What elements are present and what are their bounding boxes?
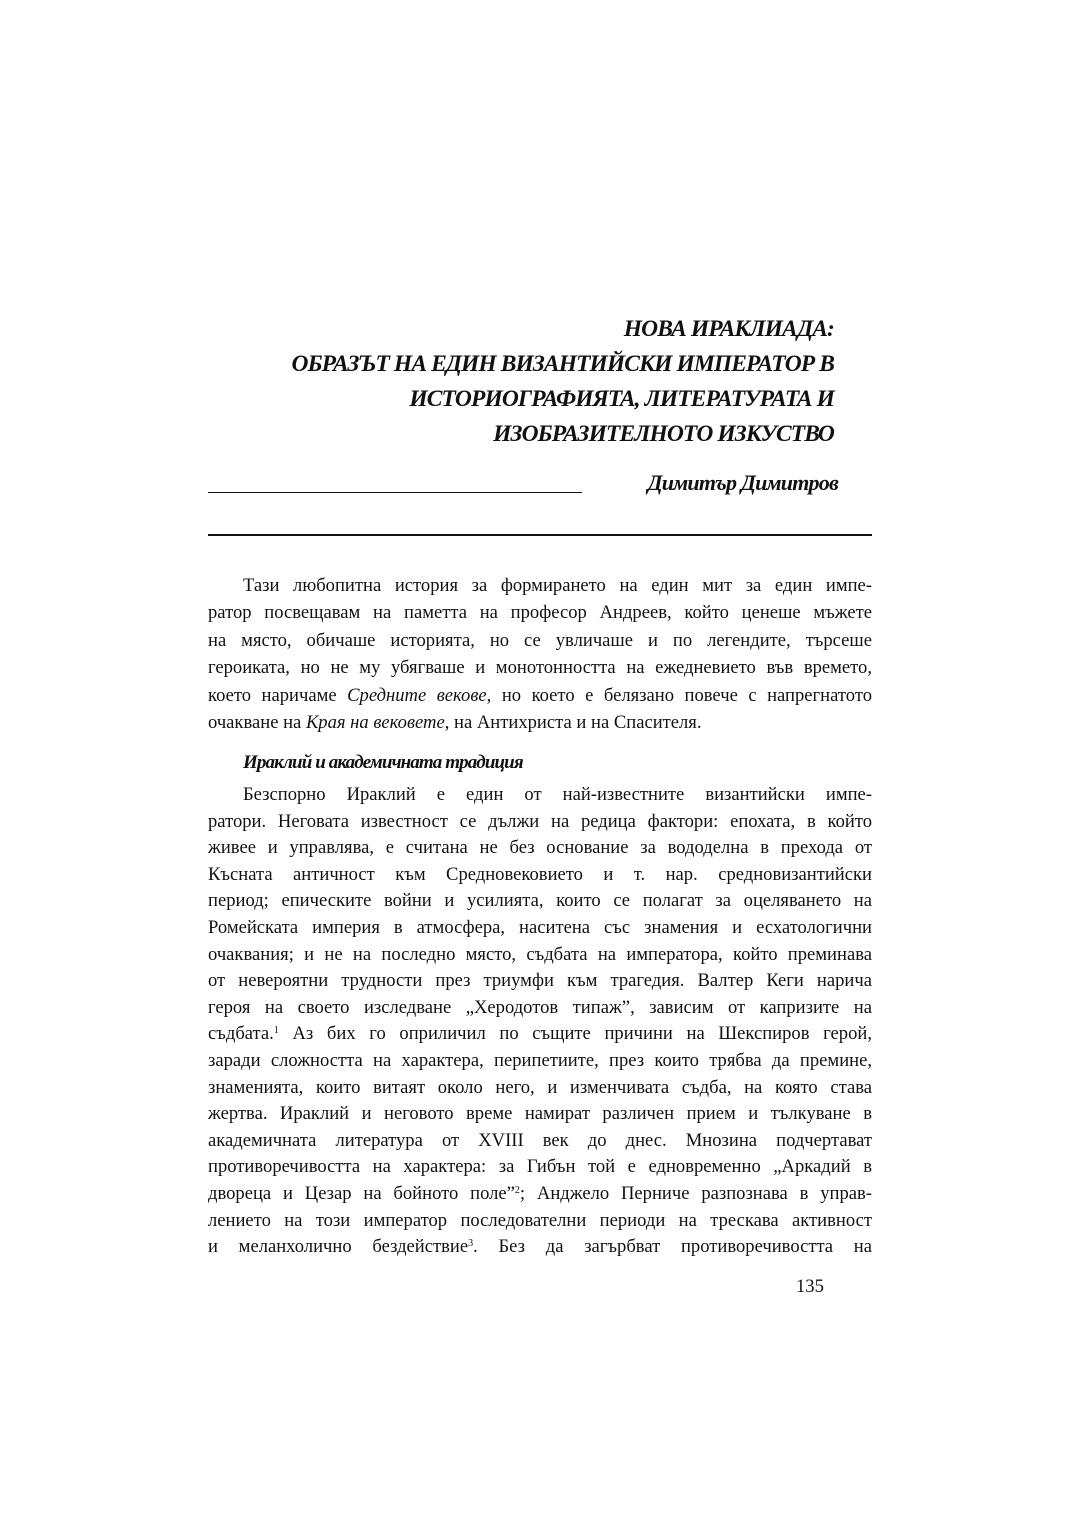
text-line: двореца и Цезар на бойното поле”$^2$; Анджело Перниче разпознава в управ- [208, 1182, 872, 1204]
text-line: от невероятни трудности през триумфи към трагедия. Валтер Кеги нарича [208, 970, 872, 992]
text-line: което наричаме Средните векове, но което е белязано повече с напрегнатото [208, 684, 872, 706]
text-line: жертва. Ираклий и неговото време намират различен прием и тълкуване в [208, 1103, 872, 1125]
dedication-paragraph [208, 572, 872, 736]
title-line: НОВА ИРАКЛИАДА: [623, 316, 834, 342]
title-line: ИСТОРИОГРАФИЯТА, ЛИТЕРАТУРАТА И [409, 386, 834, 412]
footnote-ref[interactable]: 2 [514, 1184, 520, 1196]
text-line: очаквания; и не на последно място, съдбата на императора, който преминава [208, 943, 872, 965]
title-line: ОБРАЗЪТ НА ЕДИН ВИЗАНТИЙСКИ ИМПЕРАТОР В [291, 351, 834, 377]
text-line: очакване на Края на вековете, на Антихриста и на Спасителя. [208, 712, 702, 734]
text-line: Ромейската империя в атмосфера, наситена със знамения и есхатологични [208, 916, 872, 938]
author-row [208, 470, 838, 504]
text-line: заради сложността на характера, перипетиите, през които трябва да премине, [208, 1049, 872, 1071]
text-line: съдбата.$^1$ Аз бих го оприличил по същите причини на Шекспиров герой, [208, 1023, 872, 1045]
body-paragraph [208, 782, 872, 1261]
text-line: знаменията, които витаят около него, и изменчивата съдба, на която става [208, 1076, 872, 1098]
text-line: лението на този император последователни периоди на трескава активност [208, 1209, 872, 1231]
text-line: на място, обичаше историята, но се увличаше и по легендите, търсеше [208, 629, 872, 651]
footnote-ref[interactable]: 3 [468, 1238, 474, 1250]
text-line: Безспорно Ираклий е един от най-известните византийски импе- [243, 784, 872, 805]
text-line: героя на своето изследване „Херодотов типаж”, зависим от капризите на [208, 996, 872, 1018]
footnote-ref[interactable]: 1 [273, 1025, 279, 1037]
author-name: Димитър Димитров [647, 470, 838, 495]
text-line: героиката, но не му убягваше и монотонността на ежедневието във времето, [208, 657, 872, 679]
text-line: ратори. Неговата известност се дължи на редица фактори: епохата, в който [208, 810, 872, 832]
text-line: ратор посвещавам на паметта на професор Андреев, който ценеше мъжете [208, 602, 872, 624]
header-rule [208, 534, 872, 536]
text-line: противоречивостта на характера: за Гибън той е едновременно „Аркадий в [208, 1156, 872, 1178]
text-line: живее и управлява, е считана не без основание за вододелна в прехода от [208, 837, 872, 859]
author-divider [208, 492, 582, 493]
text-line: период; епическите войни и усилията, които се полагат за оцеляването на [208, 890, 872, 912]
text-line: Тази любопитна история за формирането на един мит за един импе- [243, 575, 872, 596]
emphasis: Средните векове [347, 684, 487, 706]
article-title [194, 312, 834, 452]
text-line: академичната литература от XVIII век до днес. Мнозина подчертават [208, 1129, 872, 1151]
page-number: 135 [796, 1276, 824, 1297]
title-line: ИЗОБРАЗИТЕЛНОТО ИЗКУСТВО [493, 421, 834, 447]
section-heading: Ираклий и академичната традиция [243, 752, 523, 773]
emphasis: Края на вековете [305, 712, 445, 734]
text-line: Късната античност към Средновековието и т. нар. средновизантийски [208, 863, 872, 885]
text-line: и меланхолично бездействие$^3$. Без да загърбват противоречивостта на [208, 1236, 872, 1258]
